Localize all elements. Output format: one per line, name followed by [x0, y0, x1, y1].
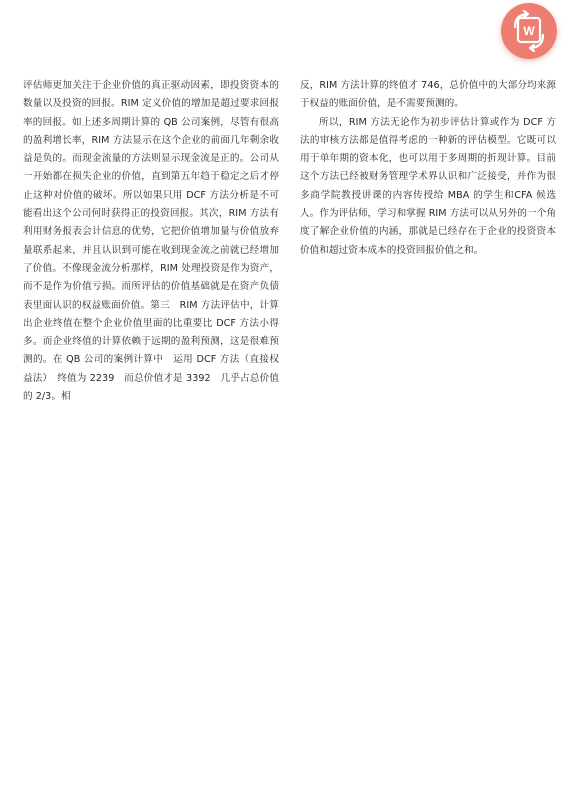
document-convert-icon [501, 3, 557, 59]
badge-letter: W [523, 24, 535, 38]
right-paragraph-2: 所以，RIM 方法无论作为初步评估计算或作为 DCF 方法的审核方法都是值得考虑的一种新的评估模型。它既可以用于单年期的资本化，也可以用于多周期的折现计算。目前这个方法已经被财务管理学术界认识和广泛接受，并作为很多商学院教授讲课的内容传授给 MBA 的学生和CFA 候选人。作为评估师，学习和掌握 RIM 方法可以从另外的一个角度了解企业价值的内涵，那就是已经存在于企业的投资资本价值和超过资本成本的投资回报价值之和。 [300, 116, 556, 256]
left-paragraph-1: 评估师更加关注于企业价值的真正驱动因素，即投资资本的数量以及投资的回报。RIM 定义价值的增加是超过要求回报率的回报。如上述多周期计算的 QB 公司案例，尽管有很高的盈利增长率，RIM 方法显示在这个企业的前面几年剩余收益是负的。而现金流量的方法则显示现金流是正的。公司从一开始都在损失企业的价值，直到第五年趋于稳定之后才停止这种对价值的破坏。所以如果只用 DCF 方法分析是不可能看出这个公司何时获得正的投资回报。其次，RIM 方法有利用财务报表会计信息的优势，它把价值增加量与价值放弃量联系起来，并且认识到可能在收到现金流之前就已经增加了价值。不像现金流分析那样，RIM 处理投资是作为资产，而不是作为价值亏损。而所评估的价值基础就是在资产负债表里面认识的权益账面价值。第三 RIM 方法评估中，计算出企业终值在整个企业价值里面的比重要比 DCF 方法小得多。而企业终值的计算依赖于远期的盈利预测，这是很难预测的。在 QB 公司的案例计算中 运用 DCF 方法（直接权益法） 终值为 2239 而总价值才是 3392 几乎占总价值的 2/3。相 [23, 80, 279, 403]
right-paragraph-1: 反，RIM 方法计算的终值才 746，总价值中的大部分均来源于权益的账面价值，是不需要预测的。 [300, 80, 556, 110]
right-text-column [300, 77, 556, 260]
document-convert-badge[interactable] [501, 3, 557, 59]
left-text-column [23, 77, 279, 406]
